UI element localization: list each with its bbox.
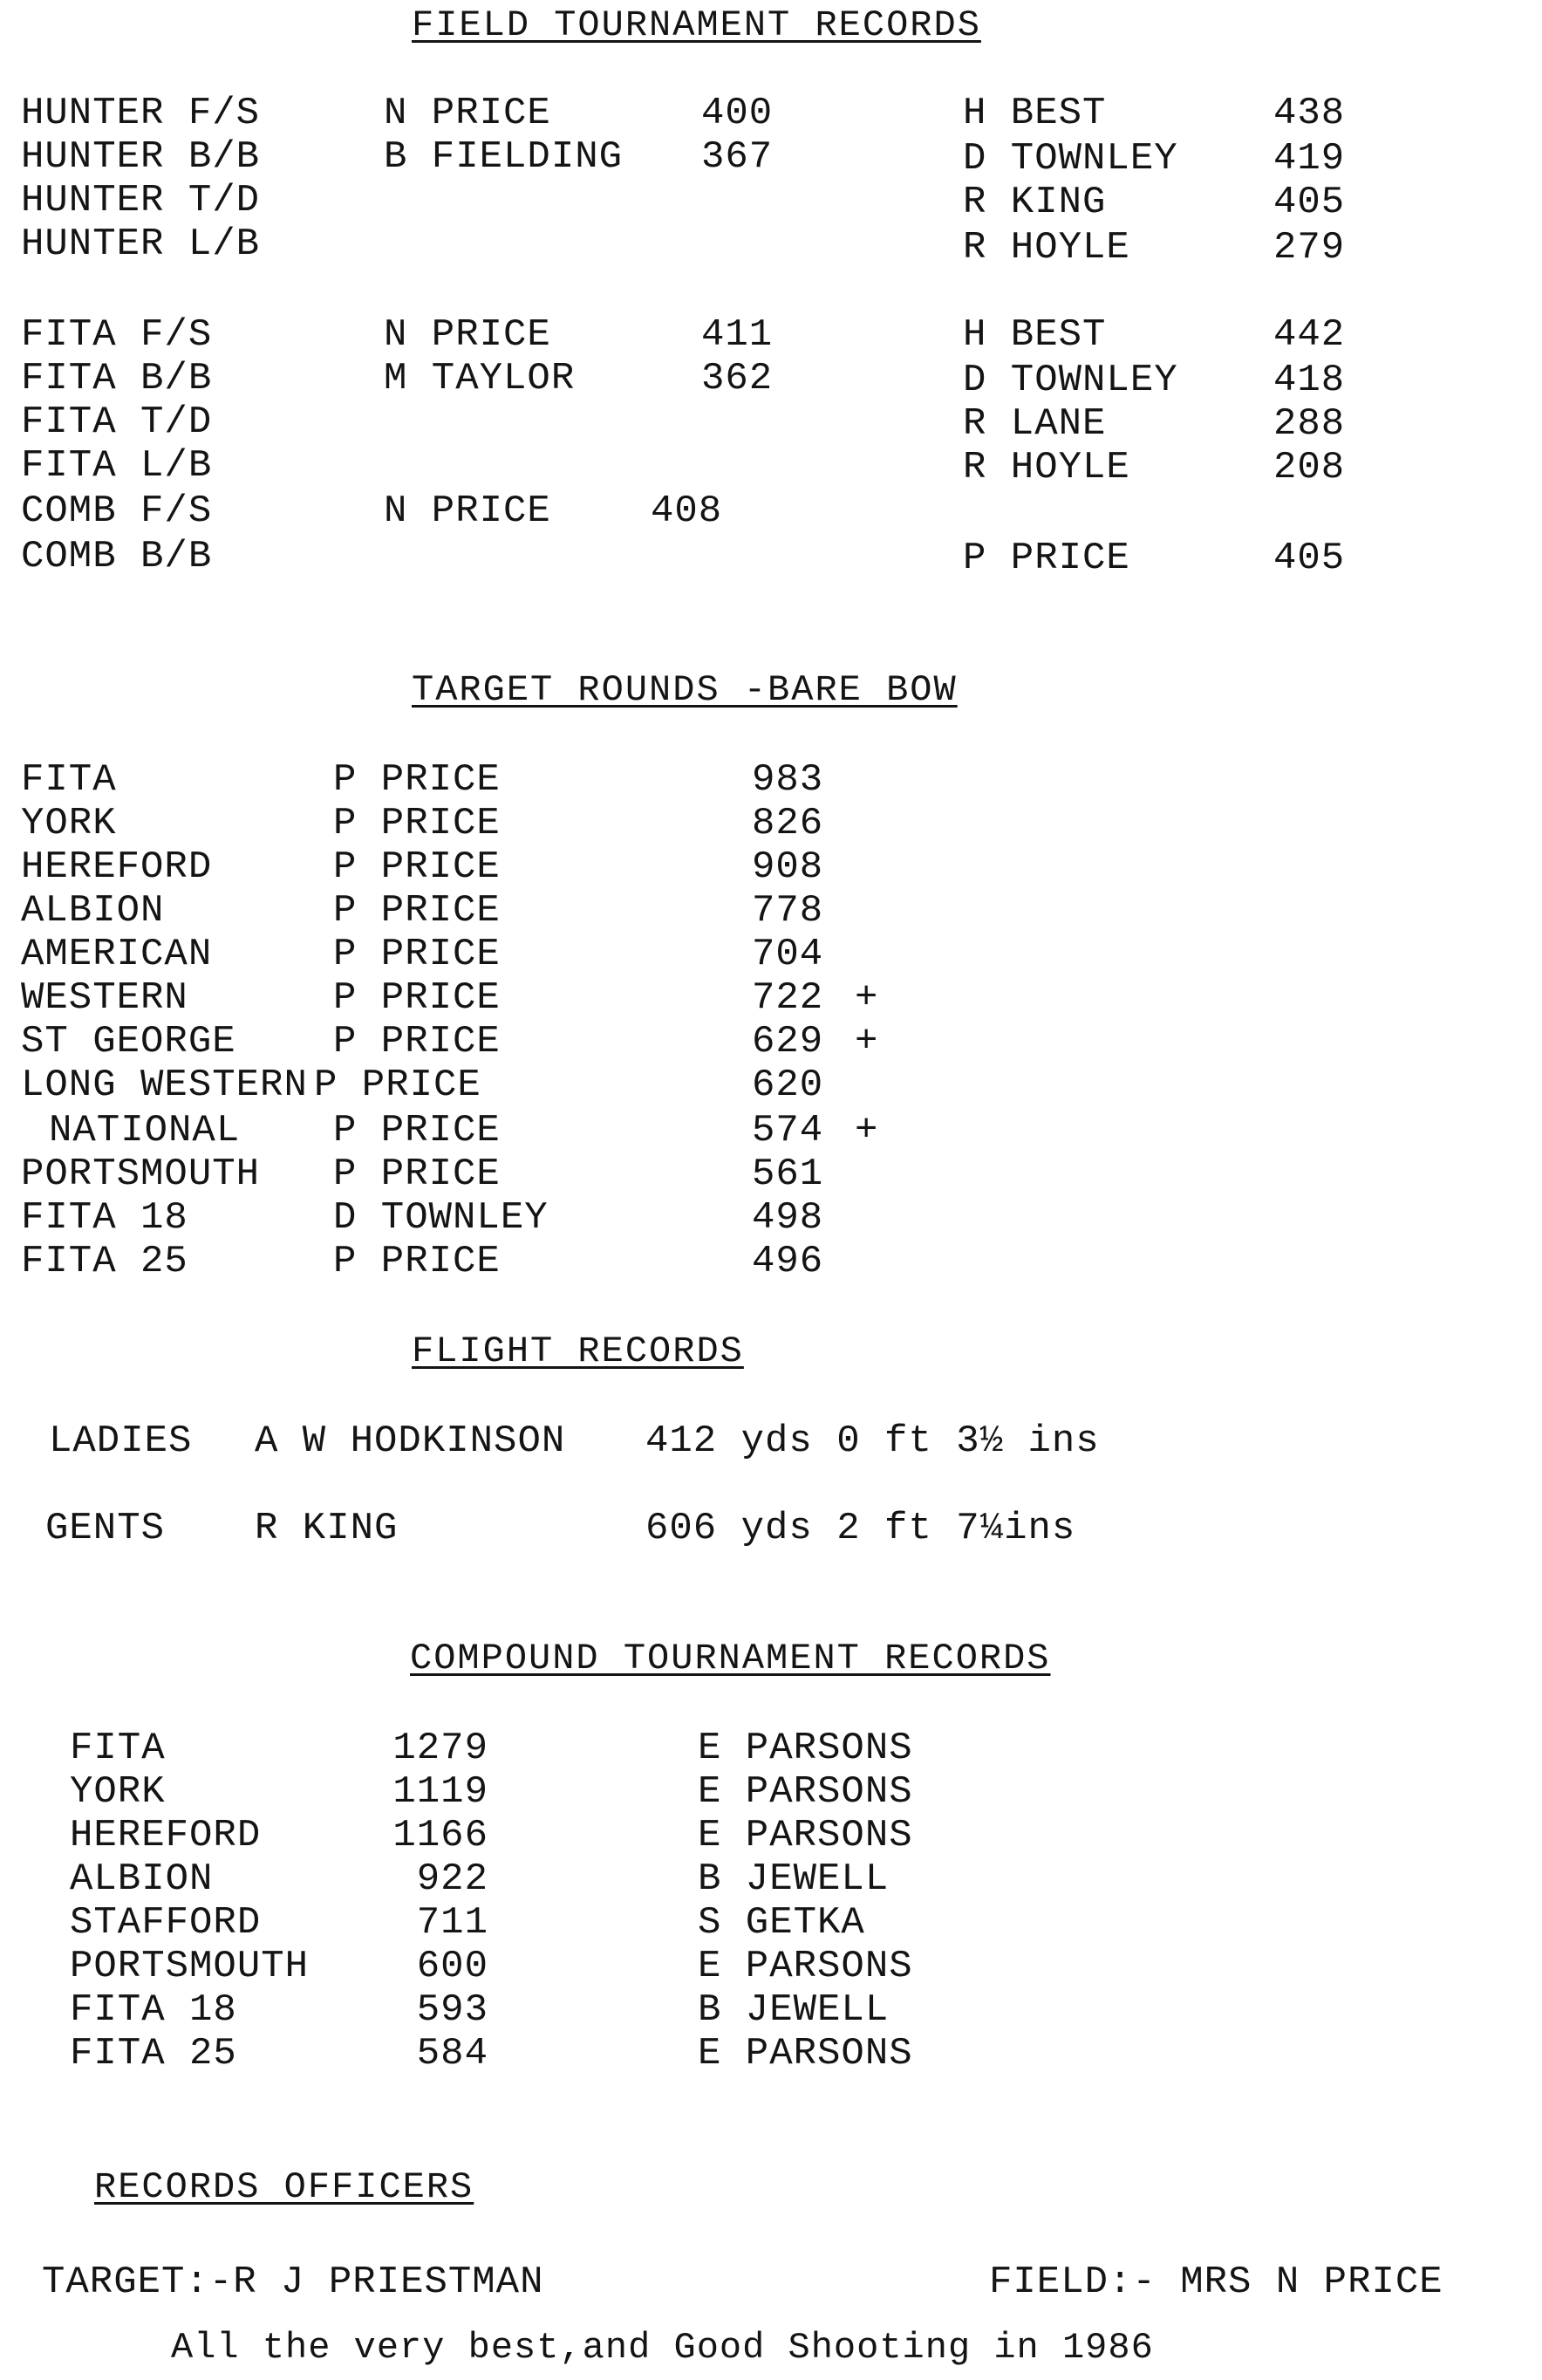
target-round: HEREFORD [21,845,213,889]
closing-message: All the very best,and Good Shooting in 1986 [171,2327,1154,2369]
compound-round: HEREFORD [70,1814,262,1857]
compound-round: STAFFORD [70,1901,262,1945]
target-officer: TARGET:-R J PRIESTMAN [42,2260,544,2304]
compound-name: E PARSONS [698,1814,913,1857]
target-round: FITA 25 [21,1240,188,1283]
target-score: 983 [752,758,824,802]
record-mark: + [855,1020,879,1063]
field-name-2: R KING [963,181,1107,224]
field-score-1: 362 [701,357,774,400]
target-name: D TOWNLEY [333,1196,549,1240]
field-score-2: 288 [1273,402,1346,446]
compound-round: FITA 18 [70,1988,237,2032]
target-round: LONG WESTERN [21,1063,308,1107]
field-name-2: H BEST [963,92,1107,135]
field-round: COMB F/S [21,489,213,533]
target-name: P PRICE [333,1152,501,1196]
field-score-1: 408 [651,489,723,533]
field-round: COMB B/B [21,535,213,578]
officers-heading: RECORDS OFFICERS [94,2166,474,2208]
field-score-1: 367 [701,135,774,179]
field-score-1: 411 [701,313,774,357]
target-name: P PRICE [333,1240,501,1283]
field-name-2: H BEST [963,313,1107,357]
field-name-1: B FIELDING [384,135,624,179]
compound-score: 1279 [392,1727,488,1770]
compound-name: B JEWELL [698,1988,890,2032]
flight-category: GENTS [45,1507,166,1550]
compound-score: 922 [416,1857,488,1901]
target-score: 826 [752,802,824,845]
compound-name: S GETKA [698,1901,865,1945]
target-score: 629 [752,1020,824,1063]
target-round: PORTSMOUTH [21,1152,261,1196]
target-score: 496 [752,1240,824,1283]
compound-name: E PARSONS [698,2032,913,2076]
field-name-1: M TAYLOR [384,357,576,400]
target-round: NATIONAL [49,1109,241,1152]
field-name-2: R LANE [963,402,1107,446]
target-name: P PRICE [333,802,501,845]
field-name-2: D TOWNLEY [963,137,1178,181]
field-round: HUNTER F/S [21,92,261,135]
field-score-2: 405 [1273,537,1346,580]
field-name-1: N PRICE [384,489,551,533]
target-name: P PRICE [333,889,501,933]
field-score-2: 208 [1273,446,1346,489]
target-score: 704 [752,933,824,976]
compound-round: ALBION [70,1857,214,1901]
target-round: YORK [21,802,117,845]
compound-name: E PARSONS [698,1945,913,1988]
flight-distance: 412 yds 0 ft 3½ ins [645,1419,1100,1463]
compound-score: 1119 [392,1770,488,1814]
compound-records-heading: COMPOUND TOURNAMENT RECORDS [410,1638,1051,1679]
field-round: FITA F/S [21,313,213,357]
field-records-heading: FIELD TOURNAMENT RECORDS [412,4,981,46]
field-name-1: N PRICE [384,313,551,357]
compound-round: FITA 25 [70,2032,237,2076]
field-score-2: 442 [1273,313,1346,357]
flight-name: A W HODKINSON [255,1419,566,1463]
field-name-2: P PRICE [963,537,1130,580]
compound-score: 711 [416,1901,488,1945]
compound-score: 600 [416,1945,488,1988]
field-score-2: 438 [1273,92,1346,135]
target-score: 778 [752,889,824,933]
record-mark: + [855,1109,879,1152]
field-round: HUNTER T/D [21,179,261,222]
field-score-2: 405 [1273,181,1346,224]
field-name-2: R HOYLE [963,446,1130,489]
compound-name: B JEWELL [698,1857,890,1901]
target-round: FITA [21,758,117,802]
field-round: HUNTER L/B [21,222,261,266]
target-score: 620 [752,1063,824,1107]
compound-round: FITA [70,1727,166,1770]
compound-round: YORK [70,1770,166,1814]
compound-name: E PARSONS [698,1770,913,1814]
target-round: FITA 18 [21,1196,188,1240]
target-score: 498 [752,1196,824,1240]
compound-round: PORTSMOUTH [70,1945,310,1988]
compound-score: 584 [416,2032,488,2076]
target-round: ALBION [21,889,165,933]
target-score: 722 [752,976,824,1020]
compound-score: 593 [416,1988,488,2032]
compound-name: E PARSONS [698,1727,913,1770]
field-round: FITA L/B [21,444,213,488]
record-mark: + [855,976,879,1020]
field-name-1: N PRICE [384,92,551,135]
target-round: WESTERN [21,976,188,1020]
field-name-2: D TOWNLEY [963,359,1178,402]
target-round: ST GEORGE [21,1020,236,1063]
target-name: P PRICE [333,933,501,976]
flight-category: LADIES [49,1419,193,1463]
target-name: P PRICE [333,758,501,802]
target-round: AMERICAN [21,933,213,976]
compound-score: 1166 [392,1814,488,1857]
field-score-2: 419 [1273,137,1346,181]
field-round: FITA B/B [21,357,213,400]
field-score-2: 279 [1273,226,1346,270]
flight-records-heading: FLIGHT RECORDS [412,1330,744,1372]
field-score-1: 400 [701,92,774,135]
target-name: P PRICE [314,1063,481,1107]
target-score: 574 [752,1109,824,1152]
target-score: 561 [752,1152,824,1196]
target-name: P PRICE [333,1109,501,1152]
field-round: FITA T/D [21,400,213,444]
flight-distance: 606 yds 2 ft 7¼ins [645,1507,1076,1550]
target-name: P PRICE [333,845,501,889]
target-records-heading: TARGET ROUNDS -BARE BOW [412,669,958,711]
target-name: P PRICE [333,976,501,1020]
target-score: 908 [752,845,824,889]
field-name-2: R HOYLE [963,226,1130,270]
target-name: P PRICE [333,1020,501,1063]
field-officer: FIELD:- MRS N PRICE [989,2260,1443,2304]
field-score-2: 418 [1273,359,1346,402]
field-round: HUNTER B/B [21,135,261,179]
flight-name: R KING [255,1507,399,1550]
